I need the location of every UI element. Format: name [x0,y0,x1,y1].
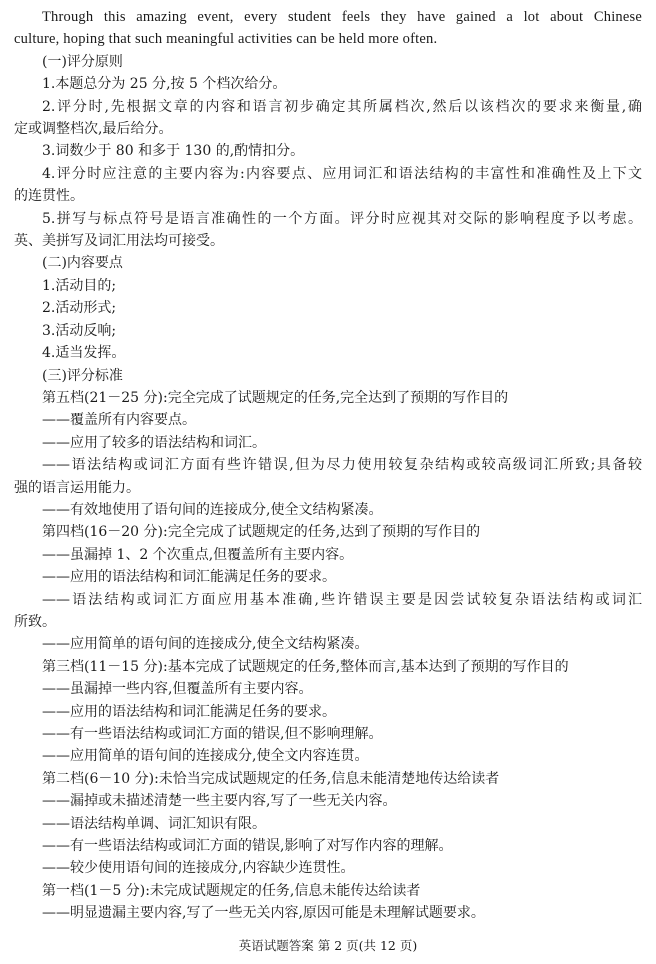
criterion-item: ——较少使用语句间的连接成分,内容缺少连贯性。 [42,860,355,877]
content-point: 4.适当发挥。 [42,345,126,362]
section-heading: (一)评分原则 [42,53,123,70]
content-point: 2.活动形式; [42,300,117,317]
criterion-item: ——覆盖所有内容要点。 [42,412,196,429]
grade-level-heading: 第四档(16－20 分):完全完成了试题规定的任务,达到了预期的写作目的 [42,524,481,541]
rule-item: 2.评分时,先根据文章的内容和语言初步确定其所属档次,然后以该档次的要求来衡量,确 [42,98,642,115]
criterion-item-continuation: 所致。 [14,613,56,630]
criterion-item: ——应用简单的语句间的连接成分,使全文内容连贯。 [42,748,369,765]
grade-level-heading: 第三档(11－15 分):基本完成了试题规定的任务,整体而言,基本达到了预期的写作目的 [42,658,569,675]
rule-item: 4.评分时应注意的主要内容为:内容要点、应用词汇和语法结构的丰富性和准确性及上下文 [42,165,642,182]
section-heading: (二)内容要点 [42,255,123,272]
criterion-item: ——漏掉或未描述清楚一些主要内容,写了一些无关内容。 [42,793,397,810]
essay-text-line: culture, hoping that such meaningful activities can be held more often. [14,31,438,48]
criterion-item: ——应用的语法结构和词汇能满足任务的要求。 [42,569,336,586]
rule-item: 5.拼写与标点符号是语言准确性的一个方面。评分时应视其对交际的影响程度予以考虑。 [42,210,642,227]
criterion-item: ——应用简单的语句间的连接成分,使全文结构紧凑。 [42,636,369,653]
criterion-item: ——语法结构或词汇方面应用基本准确,些许错误主要是因尝试较复杂语法结构或词汇 [42,591,642,608]
rule-item: 3.词数少于 80 和多于 130 的,酌情扣分。 [42,143,305,160]
rule-item: 1.本题总分为 25 分,按 5 个档次给分。 [42,76,287,93]
criterion-item: ——虽漏掉 1、2 个次重点,但覆盖所有主要内容。 [42,546,354,563]
criterion-item: ——虽漏掉一些内容,但覆盖所有主要内容。 [42,681,313,698]
content-point: 1.活动目的; [42,277,117,294]
section-heading: (三)评分标准 [42,367,123,384]
page-footer: 英语试题答案 第 2 页(共 12 页) [238,938,418,953]
criterion-item: ——应用的语法结构和词汇能满足任务的要求。 [42,703,336,720]
grade-level-heading: 第一档(1－5 分):未完成试题规定的任务,信息未能传达给读者 [42,882,421,899]
essay-text-line: Through this amazing event, every student feels they have gained a lot about Chinese [42,9,642,25]
rule-item-continuation: 的连贯性。 [14,188,84,205]
grade-level-heading: 第五档(21－25 分):完全完成了试题规定的任务,完全达到了预期的写作目的 [42,389,509,406]
criterion-item: ——有一些语法结构或词汇方面的错误,影响了对写作内容的理解。 [42,838,453,855]
criterion-item: ——有一些语法结构或词汇方面的错误,但不影响理解。 [42,726,383,742]
criterion-item: ——应用了较多的语法结构和词汇。 [42,434,266,451]
criterion-item-continuation: 强的语言运用能力。 [14,479,140,496]
rule-item-continuation: 英、美拼写及词汇用法均可接受。 [14,233,224,250]
grade-level-heading: 第二档(6－10 分):未恰当完成试题规定的任务,信息未能清楚地传达给读者 [42,770,500,787]
rule-item-continuation: 定或调整档次,最后给分。 [14,121,173,138]
criterion-item: ——语法结构单调、词汇知识有限。 [42,815,266,832]
criterion-item: ——明显遗漏主要内容,写了一些无关内容,原因可能是未理解试题要求。 [42,905,485,922]
content-point: 3.活动反响; [42,322,117,339]
criterion-item: ——有效地使用了语句间的连接成分,使全文结构紧凑。 [42,501,383,518]
criterion-item: ——语法结构或词汇方面有些许错误,但为尽力使用较复杂结构或较高级词汇所致;具备较 [42,457,642,474]
